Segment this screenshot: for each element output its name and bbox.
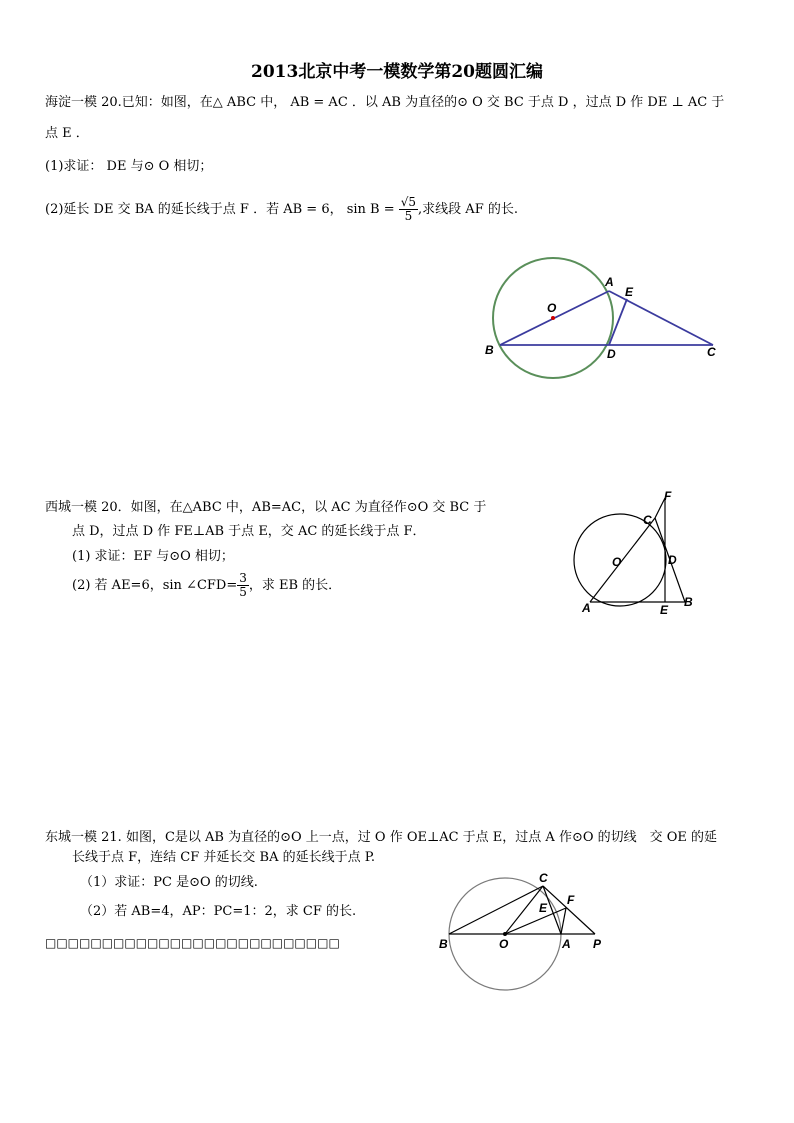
label-f: F — [664, 490, 672, 503]
fraction-numerator: 3 — [239, 571, 247, 585]
label-d: D — [607, 347, 616, 361]
label-b: B — [485, 343, 494, 357]
segment-ac — [590, 518, 655, 602]
label-b: B — [684, 595, 693, 609]
label-o: O — [499, 937, 509, 951]
label-c: C — [539, 872, 548, 885]
problem-text-line: 海淀一模 20.已知：如图，在△ ABC 中， AB = AC ．以 AB 为直径的⊙ O 交 BC 于点 D ，过点 D 作 DE ⊥ AC 于 — [45, 95, 725, 110]
label-e: E — [625, 285, 634, 299]
fraction — [399, 196, 418, 223]
fraction — [237, 572, 249, 599]
part-text: ，求 EB 的长． — [248, 578, 342, 593]
problem-text-line: 点 E ． — [45, 126, 89, 141]
problem-text-line: 长线于点 F，连结 CF 并延长交 BA 的延长线于点 P. — [72, 850, 375, 865]
label-a: A — [562, 937, 571, 951]
label-e: E — [539, 901, 548, 915]
problem-part-1: (1) 求证：EF 与⊙O 相切； — [72, 549, 234, 564]
segment-oc — [505, 886, 543, 934]
figure-xicheng — [570, 490, 700, 620]
label-c: C — [643, 513, 652, 527]
problem-part-2: （2）若 AB=4，AP：PC=1：2，求 CF 的长. — [80, 904, 357, 919]
problem-part-1: （1）求证：PC 是⊙O 的切线. — [80, 875, 258, 890]
label-o: O — [547, 301, 557, 315]
fraction-numerator: √5 — [400, 195, 417, 209]
problem-part-1: (1)求证： DE 与⊙ O 相切； — [45, 159, 213, 174]
part-text: (2) 若 AE=6，sin ∠CFD= — [72, 578, 238, 593]
part-text: ,求线段 AF 的长. — [418, 202, 518, 217]
placeholder-row: □□□□□□□□□□□□□□□□□□□□□□□□□□ — [45, 936, 340, 950]
label-e: E — [660, 603, 669, 617]
part-text: (2)延长 DE 交 BA 的延长线于点 F ．若 AB = 6， sin B = — [45, 202, 399, 217]
segment-ac — [609, 291, 713, 345]
label-d: D — [668, 553, 677, 567]
label-o: O — [612, 555, 622, 569]
problem-text-line: 东城一模 21. 如图，C是以 AB 为直径的⊙O 上一点，过 O 作 OE⊥AC 于点 E，过点 A 作⊙O 的切线 交 OE 的延 — [45, 830, 718, 845]
label-b: B — [439, 937, 448, 951]
center-point — [551, 316, 555, 320]
segment-of — [505, 908, 566, 934]
figure-haidian — [475, 250, 735, 390]
segment-bc — [449, 886, 543, 934]
problem-part-2 — [72, 572, 341, 599]
problem-part-2 — [45, 196, 518, 223]
segment-af — [561, 908, 566, 934]
label-a: A — [605, 275, 614, 289]
problem-text-line: 西城一模 20．如图，在△ABC 中，AB=AC，以 AC 为直径作⊙O 交 BC 于 — [45, 500, 487, 515]
page-title: 2013北京中考一模数学第20题圆汇编 — [251, 62, 543, 82]
label-f: F — [567, 893, 575, 907]
label-c: C — [707, 345, 716, 359]
figure-dongcheng — [435, 872, 610, 997]
fraction-denominator: 5 — [404, 209, 413, 223]
fraction-denominator: 5 — [239, 585, 247, 599]
center-point — [503, 932, 507, 936]
problem-text-line: 点 D，过点 D 作 FE⊥AB 于点 E，交 AC 的延长线于点 F． — [72, 524, 426, 539]
label-a: A — [582, 601, 591, 615]
label-p: P — [593, 937, 602, 951]
